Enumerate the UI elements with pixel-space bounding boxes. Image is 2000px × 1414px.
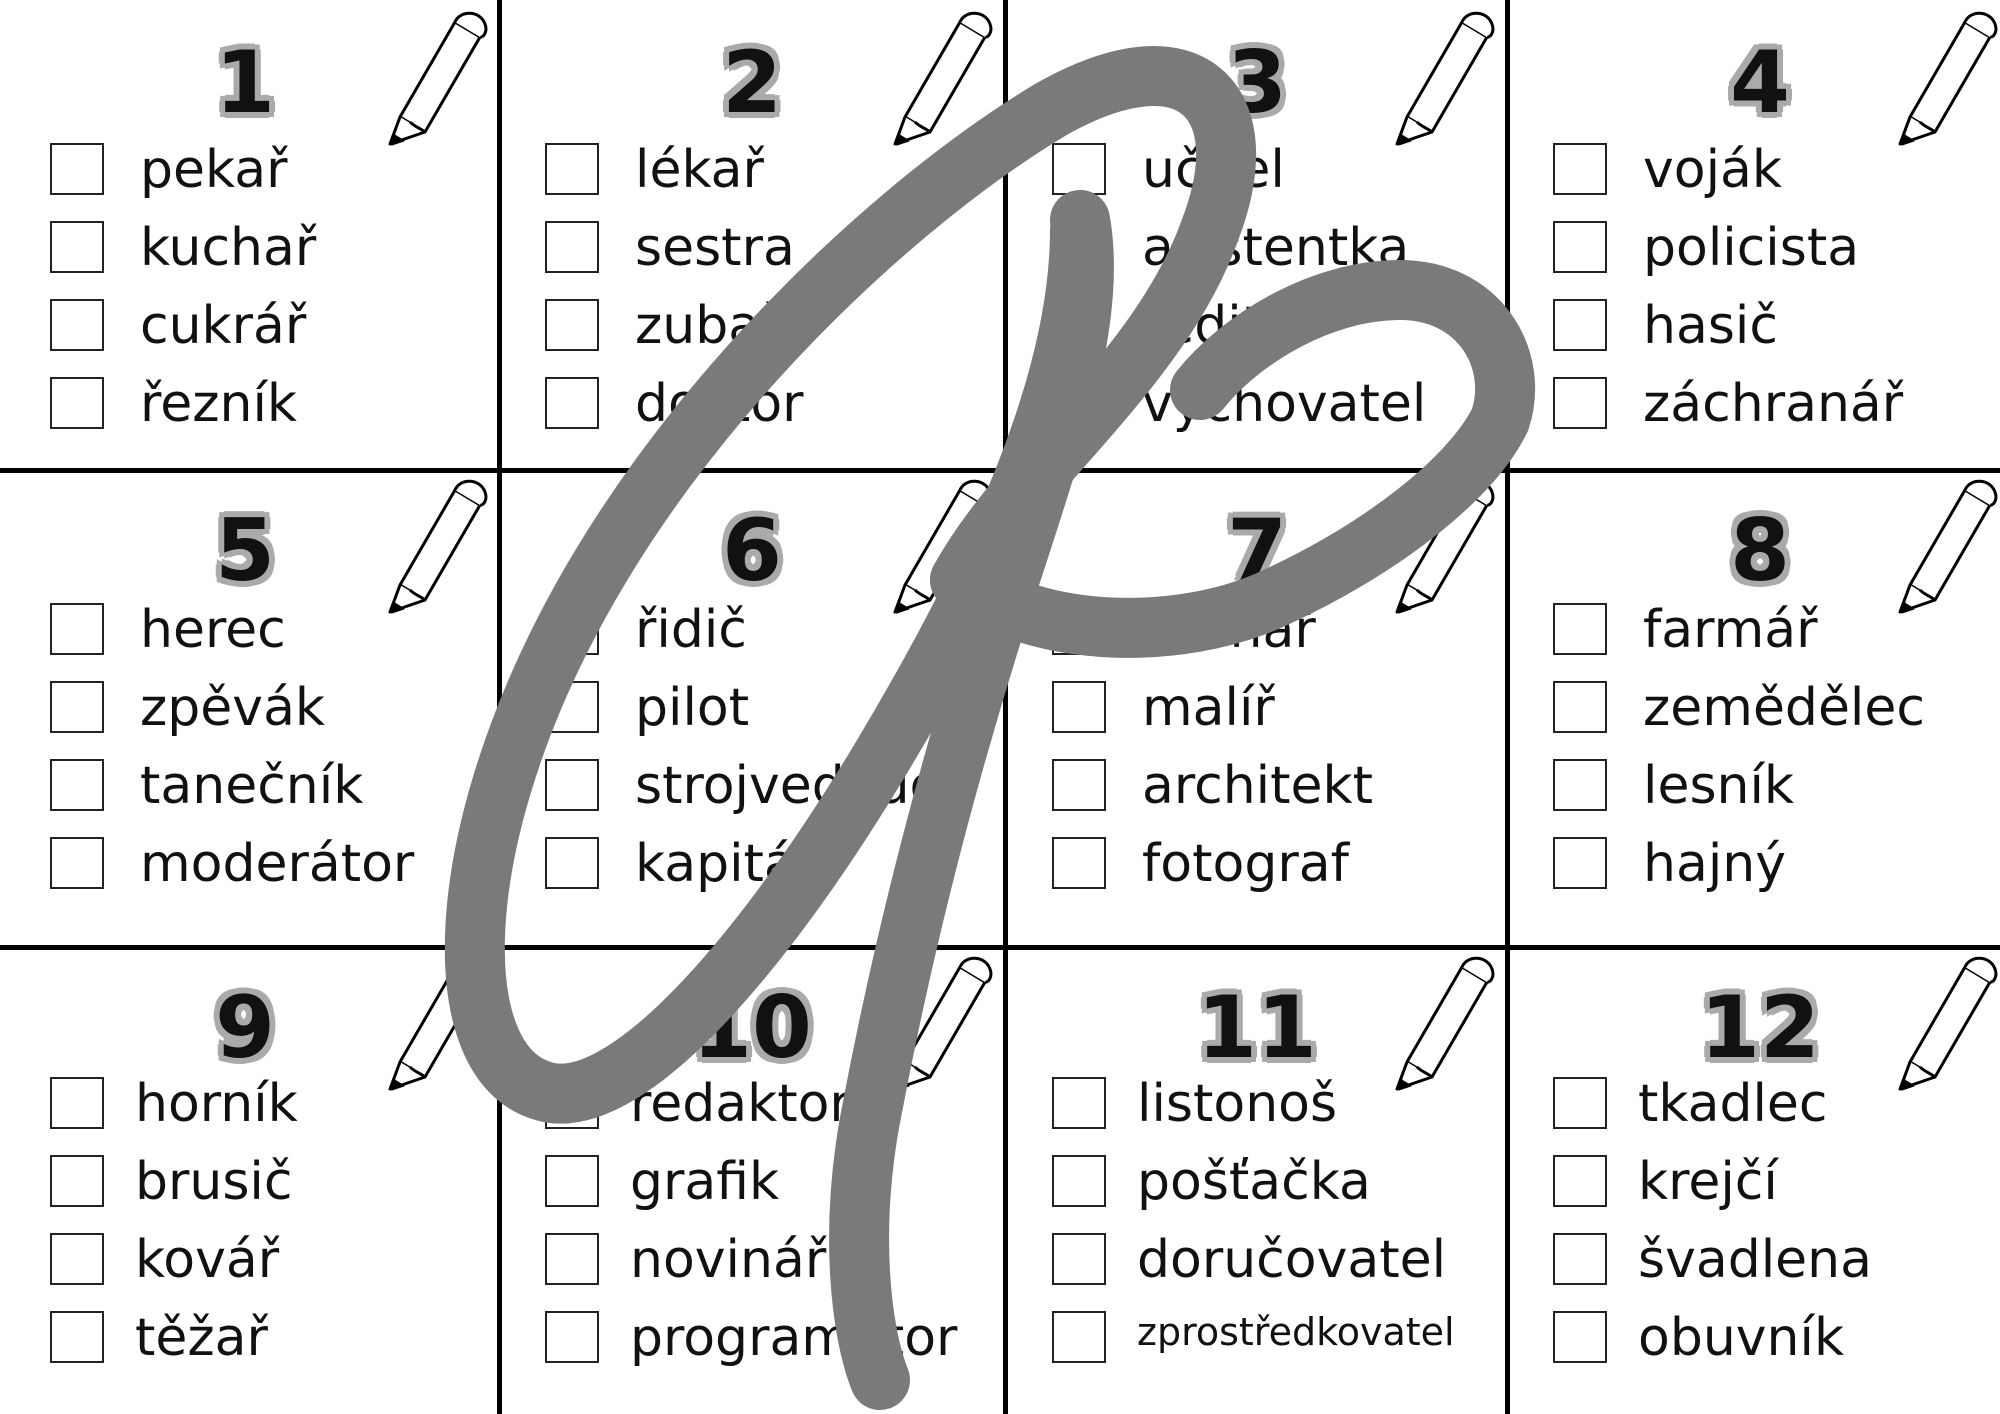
grid-line (0, 945, 2000, 950)
checkbox[interactable] (545, 377, 599, 429)
job-label: zpěvák (140, 678, 326, 738)
job-option (50, 678, 510, 738)
checkbox[interactable] (545, 681, 599, 733)
job-option (1553, 296, 2000, 356)
pencil-icon (875, 470, 995, 620)
group-number: 1 (215, 33, 275, 133)
job-option (1553, 1074, 2000, 1134)
job-label: kapitán (635, 834, 829, 894)
job-option (1553, 374, 2000, 434)
job-option (1553, 140, 2000, 200)
job-option (50, 1308, 510, 1368)
job-option (545, 1152, 1005, 1212)
job-label: asistentka (1142, 218, 1410, 278)
checkbox[interactable] (1052, 1311, 1106, 1363)
group-number: 11 (1197, 978, 1317, 1078)
checkbox[interactable] (545, 1311, 599, 1363)
job-option (50, 296, 510, 356)
checkbox[interactable] (545, 1233, 599, 1285)
checkbox[interactable] (1553, 603, 1607, 655)
job-label: brusič (135, 1152, 293, 1212)
job-option (545, 296, 1005, 356)
checkbox[interactable] (1052, 221, 1106, 273)
group-number: 4 (1730, 33, 1790, 133)
job-option (1052, 296, 1512, 356)
job-label: architekt (1142, 756, 1373, 816)
group-number: 5 (215, 501, 275, 601)
job-option (545, 140, 1005, 200)
job-label: řidič (635, 600, 747, 660)
job-option (1052, 1074, 1512, 1134)
checkbox[interactable] (1052, 603, 1106, 655)
job-option (1052, 218, 1512, 278)
job-label: záchranář (1643, 374, 1904, 434)
job-label: listonoš (1137, 1074, 1338, 1134)
checkbox[interactable] (50, 603, 104, 655)
checkbox[interactable] (1052, 377, 1106, 429)
job-option (1052, 1230, 1512, 1290)
job-option (1052, 1152, 1512, 1212)
checkbox[interactable] (545, 143, 599, 195)
job-option (50, 218, 510, 278)
checkbox[interactable] (1553, 1233, 1607, 1285)
job-label: doktor (635, 374, 804, 434)
checkbox[interactable] (1052, 1077, 1106, 1129)
checkbox[interactable] (50, 759, 104, 811)
job-option (50, 1152, 510, 1212)
job-label: řezník (140, 374, 298, 434)
checkbox[interactable] (1553, 299, 1607, 351)
checkbox[interactable] (1052, 1155, 1106, 1207)
checkbox[interactable] (545, 1077, 599, 1129)
group-number: 7 (1227, 501, 1287, 601)
job-option (545, 600, 1005, 660)
group-number: 8 (1730, 501, 1790, 601)
checkbox[interactable] (1553, 1077, 1607, 1129)
group-number: 6 (722, 501, 782, 601)
checkbox[interactable] (50, 681, 104, 733)
job-option (1052, 834, 1512, 894)
job-option (1553, 600, 2000, 660)
checkbox[interactable] (1052, 837, 1106, 889)
job-option (50, 1074, 510, 1134)
job-option (1052, 678, 1512, 738)
checkbox[interactable] (50, 221, 104, 273)
checkbox[interactable] (1553, 1311, 1607, 1363)
group-number: 9 (215, 978, 275, 1078)
checkbox[interactable] (1553, 837, 1607, 889)
job-option (50, 140, 510, 200)
pencil-icon (875, 2, 995, 152)
job-label: zprostředkovatel (1137, 1310, 1455, 1354)
job-label: policista (1643, 218, 1860, 278)
job-option (1052, 756, 1512, 816)
job-label: těžař (135, 1308, 268, 1368)
job-option (50, 374, 510, 434)
job-label: strojvedoucí (635, 756, 953, 816)
checkbox[interactable] (50, 1077, 104, 1129)
job-option (545, 1308, 1005, 1368)
job-label: lesník (1643, 756, 1795, 816)
checkbox[interactable] (50, 377, 104, 429)
checkbox[interactable] (1553, 681, 1607, 733)
job-option (1052, 140, 1512, 200)
checkbox[interactable] (1052, 299, 1106, 351)
job-label: krejčí (1638, 1152, 1778, 1212)
pencil-icon (1377, 2, 1497, 152)
job-label: tkadlec (1638, 1074, 1828, 1134)
checkbox[interactable] (50, 299, 104, 351)
group-number: 2 (722, 33, 782, 133)
checkbox[interactable] (545, 759, 599, 811)
job-label: kuchař (140, 218, 317, 278)
checkbox[interactable] (545, 221, 599, 273)
pencil-icon (1880, 470, 2000, 620)
grid-line (0, 468, 2000, 473)
checkbox[interactable] (1553, 377, 1607, 429)
job-label: novinář (630, 1230, 827, 1290)
checkbox[interactable] (1553, 759, 1607, 811)
checkbox[interactable] (545, 837, 599, 889)
job-option (1553, 1152, 2000, 1212)
job-label: pilot (635, 678, 750, 738)
job-label: hajný (1643, 834, 1786, 894)
job-option (50, 1230, 510, 1290)
job-option (1553, 1308, 2000, 1368)
job-option (1052, 600, 1512, 660)
job-label: zemědělec (1643, 678, 1925, 738)
job-option (545, 834, 1005, 894)
checkbox[interactable] (50, 1311, 104, 1363)
checkbox[interactable] (1553, 143, 1607, 195)
pencil-icon (370, 470, 490, 620)
job-label: vychovatel (1142, 374, 1427, 434)
job-option (545, 1074, 1005, 1134)
checkbox[interactable] (1052, 759, 1106, 811)
checkbox[interactable] (1052, 1233, 1106, 1285)
job-option (545, 1230, 1005, 1290)
job-label: programátor (630, 1308, 958, 1368)
job-option (50, 834, 510, 894)
job-option (545, 374, 1005, 434)
job-option (1553, 756, 2000, 816)
checkbox[interactable] (50, 837, 104, 889)
checkbox[interactable] (545, 299, 599, 351)
job-label: učitel (1142, 140, 1285, 200)
job-label: zubař (635, 296, 782, 356)
job-label: tanečník (140, 756, 364, 816)
pencil-icon (1377, 470, 1497, 620)
job-option (50, 756, 510, 816)
job-label: sochař (1142, 600, 1316, 660)
job-label: fotograf (1142, 834, 1349, 894)
job-option (545, 678, 1005, 738)
job-option (1553, 678, 2000, 738)
job-label: pekař (140, 140, 288, 200)
job-option (1553, 834, 2000, 894)
checkbox[interactable] (1052, 143, 1106, 195)
job-label: obuvník (1638, 1308, 1845, 1368)
job-option (1553, 1230, 2000, 1290)
checkbox[interactable] (545, 603, 599, 655)
job-option (545, 756, 1005, 816)
job-label: ředitel (1142, 296, 1309, 356)
job-label: moderátor (140, 834, 415, 894)
checkbox[interactable] (50, 1155, 104, 1207)
group-number: 12 (1700, 978, 1820, 1078)
job-label: horník (135, 1074, 298, 1134)
job-option (1052, 1308, 1512, 1368)
job-label: švadlena (1638, 1230, 1872, 1290)
job-label: sestra (635, 218, 795, 278)
job-label: grafik (630, 1152, 780, 1212)
job-label: cukrář (140, 296, 307, 356)
checkbox[interactable] (50, 143, 104, 195)
job-option (50, 600, 510, 660)
checkbox[interactable] (50, 1233, 104, 1285)
job-option (1553, 218, 2000, 278)
checkbox[interactable] (545, 1155, 599, 1207)
job-label: hasič (1643, 296, 1778, 356)
job-option (1052, 374, 1512, 434)
checkbox[interactable] (1553, 221, 1607, 273)
job-label: voják (1643, 140, 1783, 200)
job-option (545, 218, 1005, 278)
pencil-icon (370, 2, 490, 152)
pencil-icon (1880, 2, 2000, 152)
job-label: herec (140, 600, 286, 660)
group-number: 3 (1227, 33, 1287, 133)
checkbox[interactable] (1553, 1155, 1607, 1207)
job-label: redaktor (630, 1074, 851, 1134)
job-label: pošťačka (1137, 1152, 1371, 1212)
job-label: malíř (1142, 678, 1275, 738)
job-label: farmář (1643, 600, 1818, 660)
job-label: kovář (135, 1230, 280, 1290)
checkbox[interactable] (1052, 681, 1106, 733)
job-label: doručovatel (1137, 1230, 1447, 1290)
job-label: lékař (635, 140, 764, 200)
group-number: 10 (692, 978, 812, 1078)
